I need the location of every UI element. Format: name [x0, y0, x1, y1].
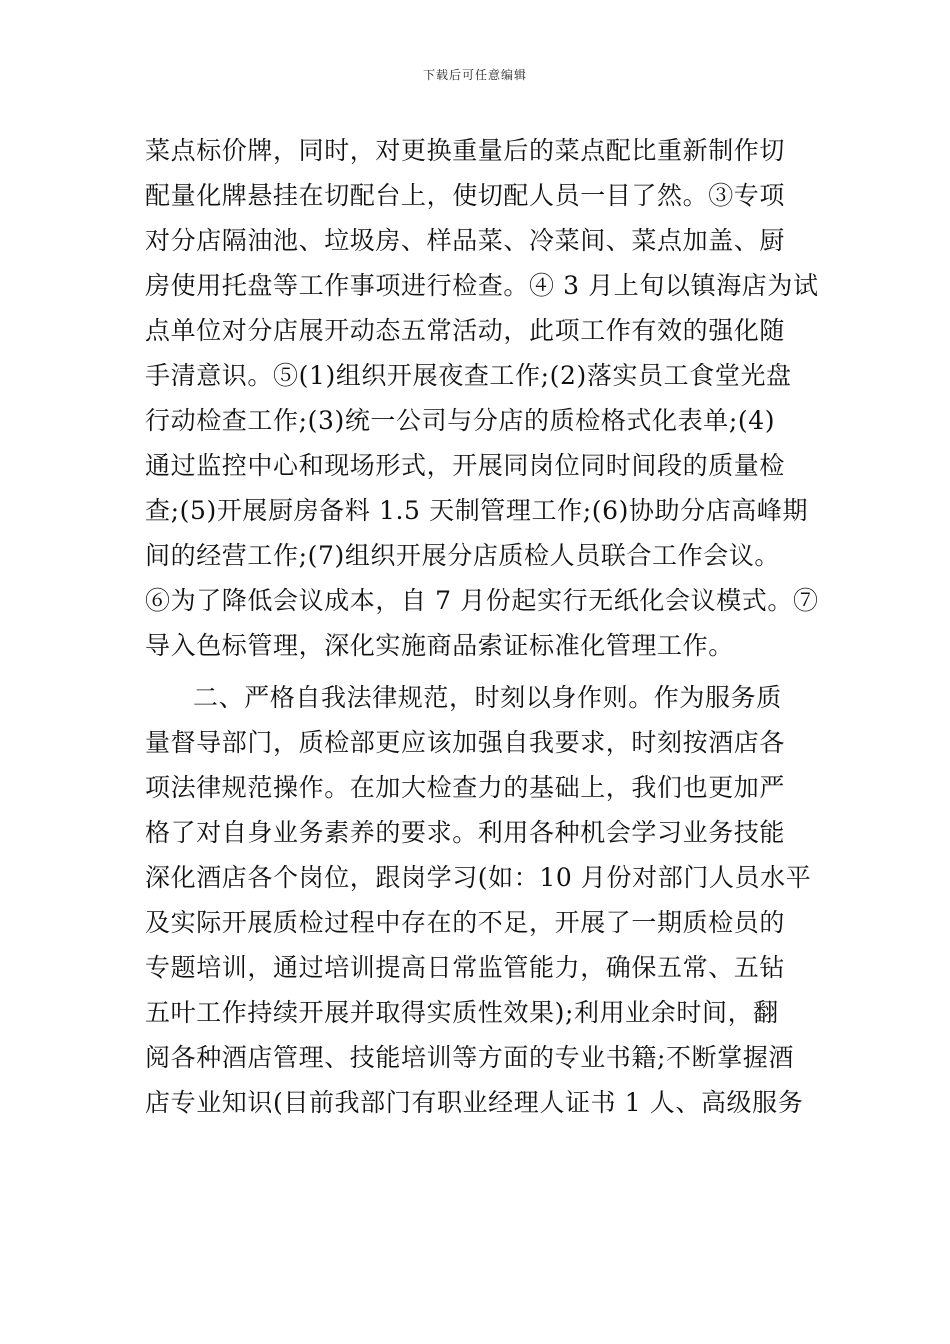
text-line: 房使用托盘等工作事项进行检查。④ 3 月上旬以镇海店为试	[145, 271, 819, 300]
paragraph-gap	[145, 668, 815, 675]
text-line: 五叶工作持续开展并取得实质性效果);利用业余时间，翻	[145, 998, 779, 1027]
text-line: 深化酒店各个岗位，跟岗学习(如：10 月份对部门人员水平	[145, 863, 812, 892]
text-line: 查;(5)开展厨房备料 1.5 天制管理工作;(6)协助分店高峰期	[145, 496, 809, 525]
header-note: 下载后可任意编辑	[422, 68, 527, 82]
text-line: 对分店隔油池、垃圾房、样品菜、冷菜间、菜点加盖、厨	[145, 226, 786, 255]
text-line: 项法律规范操作。在加大检查力的基础上，我们也更加严	[145, 773, 786, 802]
text-line: 专题培训，通过培训提高日常监管能力，确保五常、五钻	[145, 953, 786, 982]
text-line: 店专业知识(目前我部门有职业经理人证书 1 人、高级服务	[145, 1088, 804, 1117]
text-line: ⑥为了降低会议成本，自 7 月份起实行无纸化会议模式。⑦	[145, 586, 819, 615]
text-line: 配量化牌悬挂在切配台上，使切配人员一目了然。③专项	[145, 181, 786, 210]
text-line: 间的经营工作;(7)组织开展分店质检人员联合工作会议。	[145, 541, 781, 570]
paragraph-2	[145, 675, 815, 1125]
text-line: 二、严格自我法律规范，时刻以身作则。作为服务质	[193, 683, 782, 712]
text-line: 通过监控中心和现场形式，开展同岗位同时间段的质量检	[145, 451, 786, 480]
text-line: 导入色标管理，深化实施商品索证标准化管理工作。	[145, 631, 734, 660]
text-line: 菜点标价牌，同时，对更换重量后的菜点配比重新制作切	[145, 136, 786, 165]
text-line: 阅各种酒店管理、技能培训等方面的专业书籍;不断掌握酒	[145, 1043, 795, 1072]
paragraph-1	[145, 128, 819, 668]
text-line: 手清意识。⑤(1)组织开展夜查工作;(2)落实员工食堂光盘	[145, 361, 792, 390]
text-line: 量督导部门，质检部更应该加强自我要求，时刻按酒店各	[145, 728, 786, 757]
text-line: 点单位对分店展开动态五常活动，此项工作有效的强化随	[145, 316, 786, 345]
document-body	[145, 128, 819, 1125]
text-line: 及实际开展质检过程中存在的不足，开展了一期质检员的	[145, 908, 786, 937]
text-line: 行动检查工作;(3)统一公司与分店的质检格式化表单;(4)	[145, 406, 776, 435]
text-line: 格了对自身业务素养的要求。利用各种机会学习业务技能	[145, 818, 786, 847]
